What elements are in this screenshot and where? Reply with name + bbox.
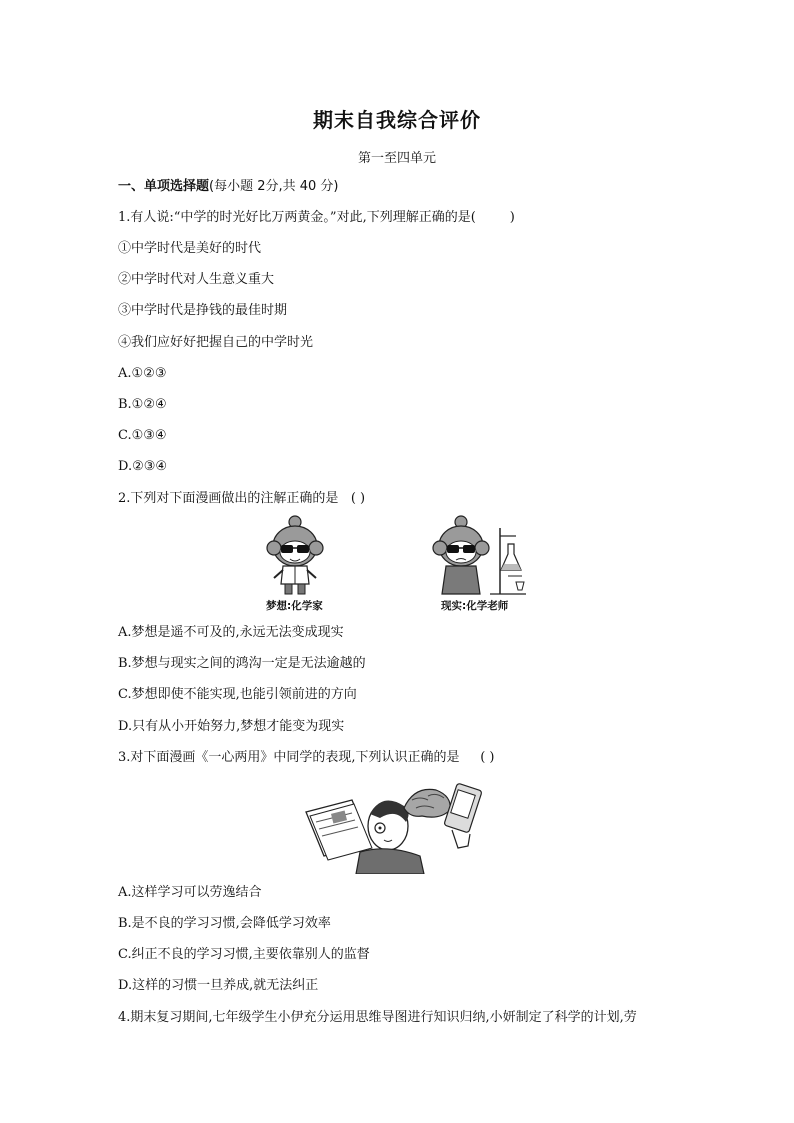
q2-option-a: A.梦想是遥不可及的,永远无法变成现实 [118, 625, 344, 640]
section-note: (每小题 2分,共 40 分) [209, 179, 339, 194]
reading-student-cartoon-icon [300, 774, 490, 874]
question-4-stem: 4.期末复习期间,七年级学生小伊充分运用思维导图进行知识归纳,小妍制定了科学的计划,劳 [118, 1010, 637, 1025]
section-title: 一、单项选择题 [118, 179, 210, 194]
answer-paren-close: ) [509, 210, 515, 225]
q3-option-c: C.纠正不良的学习习惯,主要依靠别人的监督 [118, 947, 370, 962]
question-2-text: 2.下列对下面漫画做出的注解正确的是 [118, 491, 339, 506]
q3-option-d: D.这样的习惯一旦养成,就无法纠正 [118, 978, 319, 993]
question-2-stem [118, 490, 365, 508]
q1-item-4: ④我们应好好把握自己的中学时光 [118, 335, 314, 350]
answer-paren: ( ) [350, 491, 366, 506]
question-1-text: 1.有人说:“中学的时光好比万两黄金。”对此,下列理解正确的是( [118, 210, 476, 225]
q1-item-2: ②中学时代对人生意义重大 [118, 272, 275, 287]
section-heading [118, 178, 339, 196]
q3-option-b: B.是不良的学习习惯,会降低学习效率 [118, 916, 331, 931]
page-subtitle: 第一至四单元 [357, 151, 436, 166]
q2-option-c: C.梦想即使不能实现,也能引领前进的方向 [118, 687, 357, 702]
page-title: 期末自我综合评价 [313, 108, 481, 132]
q3-option-a: A.这样学习可以劳逸结合 [118, 885, 262, 900]
cartoon-caption-reality: 现实:化学老师 [441, 600, 509, 612]
q1-option-d: D.②③④ [118, 459, 168, 474]
q1-option-a: A.①②③ [118, 366, 167, 381]
q2-option-b: B.梦想与现实之间的鸿沟一定是无法逾越的 [118, 656, 366, 671]
question-1-stem [118, 209, 515, 227]
q1-option-c: C.①③④ [118, 428, 167, 443]
question-3-text: 3.对下面漫画《一心两用》中同学的表现,下列认识正确的是 [118, 750, 460, 765]
answer-paren: ( ) [480, 750, 495, 765]
dreamer-cartoon-icon [262, 514, 328, 596]
q2-option-d: D.只有从小开始努力,梦想才能变为现实 [118, 719, 345, 734]
q1-option-b: B.①②④ [118, 397, 167, 412]
q1-item-1: ①中学时代是美好的时代 [118, 241, 262, 256]
question-3-stem [118, 749, 495, 767]
q1-item-3: ③中学时代是挣钱的最佳时期 [118, 303, 288, 318]
teacher-cartoon-icon [428, 514, 534, 596]
cartoon-caption-dream: 梦想:化学家 [266, 600, 323, 612]
